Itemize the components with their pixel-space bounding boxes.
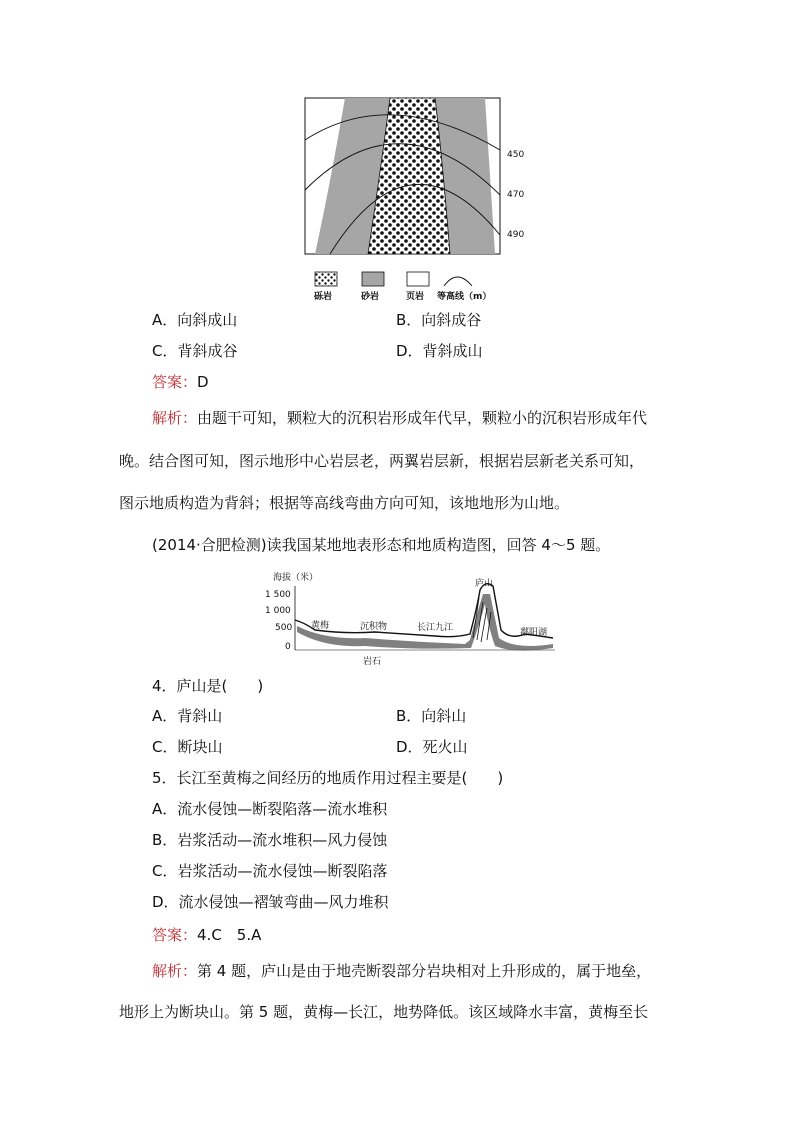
q5-option-b: B．岩浆活动—流水堆积—风力侵蚀 bbox=[152, 831, 388, 849]
analysis-1-line-3: 图示地质构造为背斜；根据等高线弯曲方向可知，该地地形为山地。 bbox=[119, 494, 570, 512]
profile-ylabel: 海拔（米） bbox=[273, 573, 319, 583]
label-lushan: 庐山 bbox=[475, 579, 494, 589]
contour-label-450: 450 bbox=[507, 150, 525, 160]
question-intro: (2014·合肥检测)读我国某地地表形态和地质构造图，回答 4～5 题。 bbox=[152, 536, 611, 554]
ytick-1000: 1 000 bbox=[265, 606, 291, 616]
q3-option-a: A．向斜成山 bbox=[152, 311, 238, 329]
map-legend bbox=[312, 270, 512, 304]
analysis-label: 解析： bbox=[152, 962, 198, 980]
q3-option-c: C．背斜成谷 bbox=[152, 342, 238, 360]
analysis-label: 解析： bbox=[152, 409, 198, 427]
label-rock: 岩石 bbox=[363, 657, 382, 667]
ytick-500: 500 bbox=[275, 623, 293, 633]
q5-stem: 5．长江至黄梅之间经历的地质作用过程主要是( ) bbox=[152, 769, 504, 787]
label-changjiang: 长江九江 bbox=[417, 623, 454, 633]
answer-value: D bbox=[197, 373, 209, 391]
profile-figure bbox=[265, 568, 555, 668]
q4-option-b: B．向斜山 bbox=[396, 707, 467, 725]
q4-option-d: D．死火山 bbox=[396, 738, 468, 756]
answer-label: 答案： bbox=[152, 373, 198, 391]
contour-label-490: 490 bbox=[507, 230, 525, 240]
q5-option-a: A．流水侵蚀—断裂陷落—流水堆积 bbox=[152, 800, 388, 818]
legend-sandstone: 砂岩 bbox=[361, 292, 380, 302]
q4-option-c: C．断块山 bbox=[152, 738, 223, 756]
analysis-text: 第 4 题，庐山是由于地壳断裂部分岩块相对上升形成的，属于地垒， bbox=[197, 962, 652, 980]
label-huangmei: 黄梅 bbox=[311, 621, 330, 631]
answer-label: 答案： bbox=[152, 926, 198, 944]
q5-option-d: D．流水侵蚀—褶皱弯曲—风力堆积 bbox=[152, 893, 389, 911]
analysis-1-line-1 bbox=[152, 408, 647, 428]
ytick-0: 0 bbox=[285, 642, 291, 652]
analysis-2-line-2: 地形上为断块山。第 5 题，黄梅—长江，地势降低。该区域降水丰富，黄梅至长 bbox=[119, 1003, 649, 1021]
q3-option-b: B．向斜成谷 bbox=[396, 311, 482, 329]
answer-2 bbox=[152, 925, 261, 945]
answer-value: 4.C 5.A bbox=[197, 926, 262, 944]
q3-option-d: D．背斜成山 bbox=[396, 342, 483, 360]
q4-stem: 4．庐山是( ) bbox=[152, 677, 264, 695]
analysis-1-line-2: 晚。结合图可知，图示地形中心岩层老，两翼岩层新，根据岩层新老关系可知， bbox=[119, 452, 645, 470]
analysis-text: 由题干可知，颗粒大的沉积岩形成年代早，颗粒小的沉积岩形成年代 bbox=[197, 409, 648, 427]
label-poyang: 鄱阳湖 bbox=[520, 628, 548, 638]
contour-label-470: 470 bbox=[507, 190, 525, 200]
legend-contour: 等高线（m） bbox=[437, 292, 492, 302]
legend-conglomerate: 砾岩 bbox=[314, 292, 333, 302]
q4-option-a: A．背斜山 bbox=[152, 707, 223, 725]
legend-shale: 页岩 bbox=[406, 292, 425, 302]
q5-option-c: C．岩浆活动—流水侵蚀—断裂陷落 bbox=[152, 862, 388, 880]
label-sediment: 沉积物 bbox=[360, 622, 388, 632]
analysis-2-line-1 bbox=[152, 961, 651, 981]
answer-1 bbox=[152, 372, 209, 392]
ytick-1500: 1 500 bbox=[265, 590, 291, 600]
